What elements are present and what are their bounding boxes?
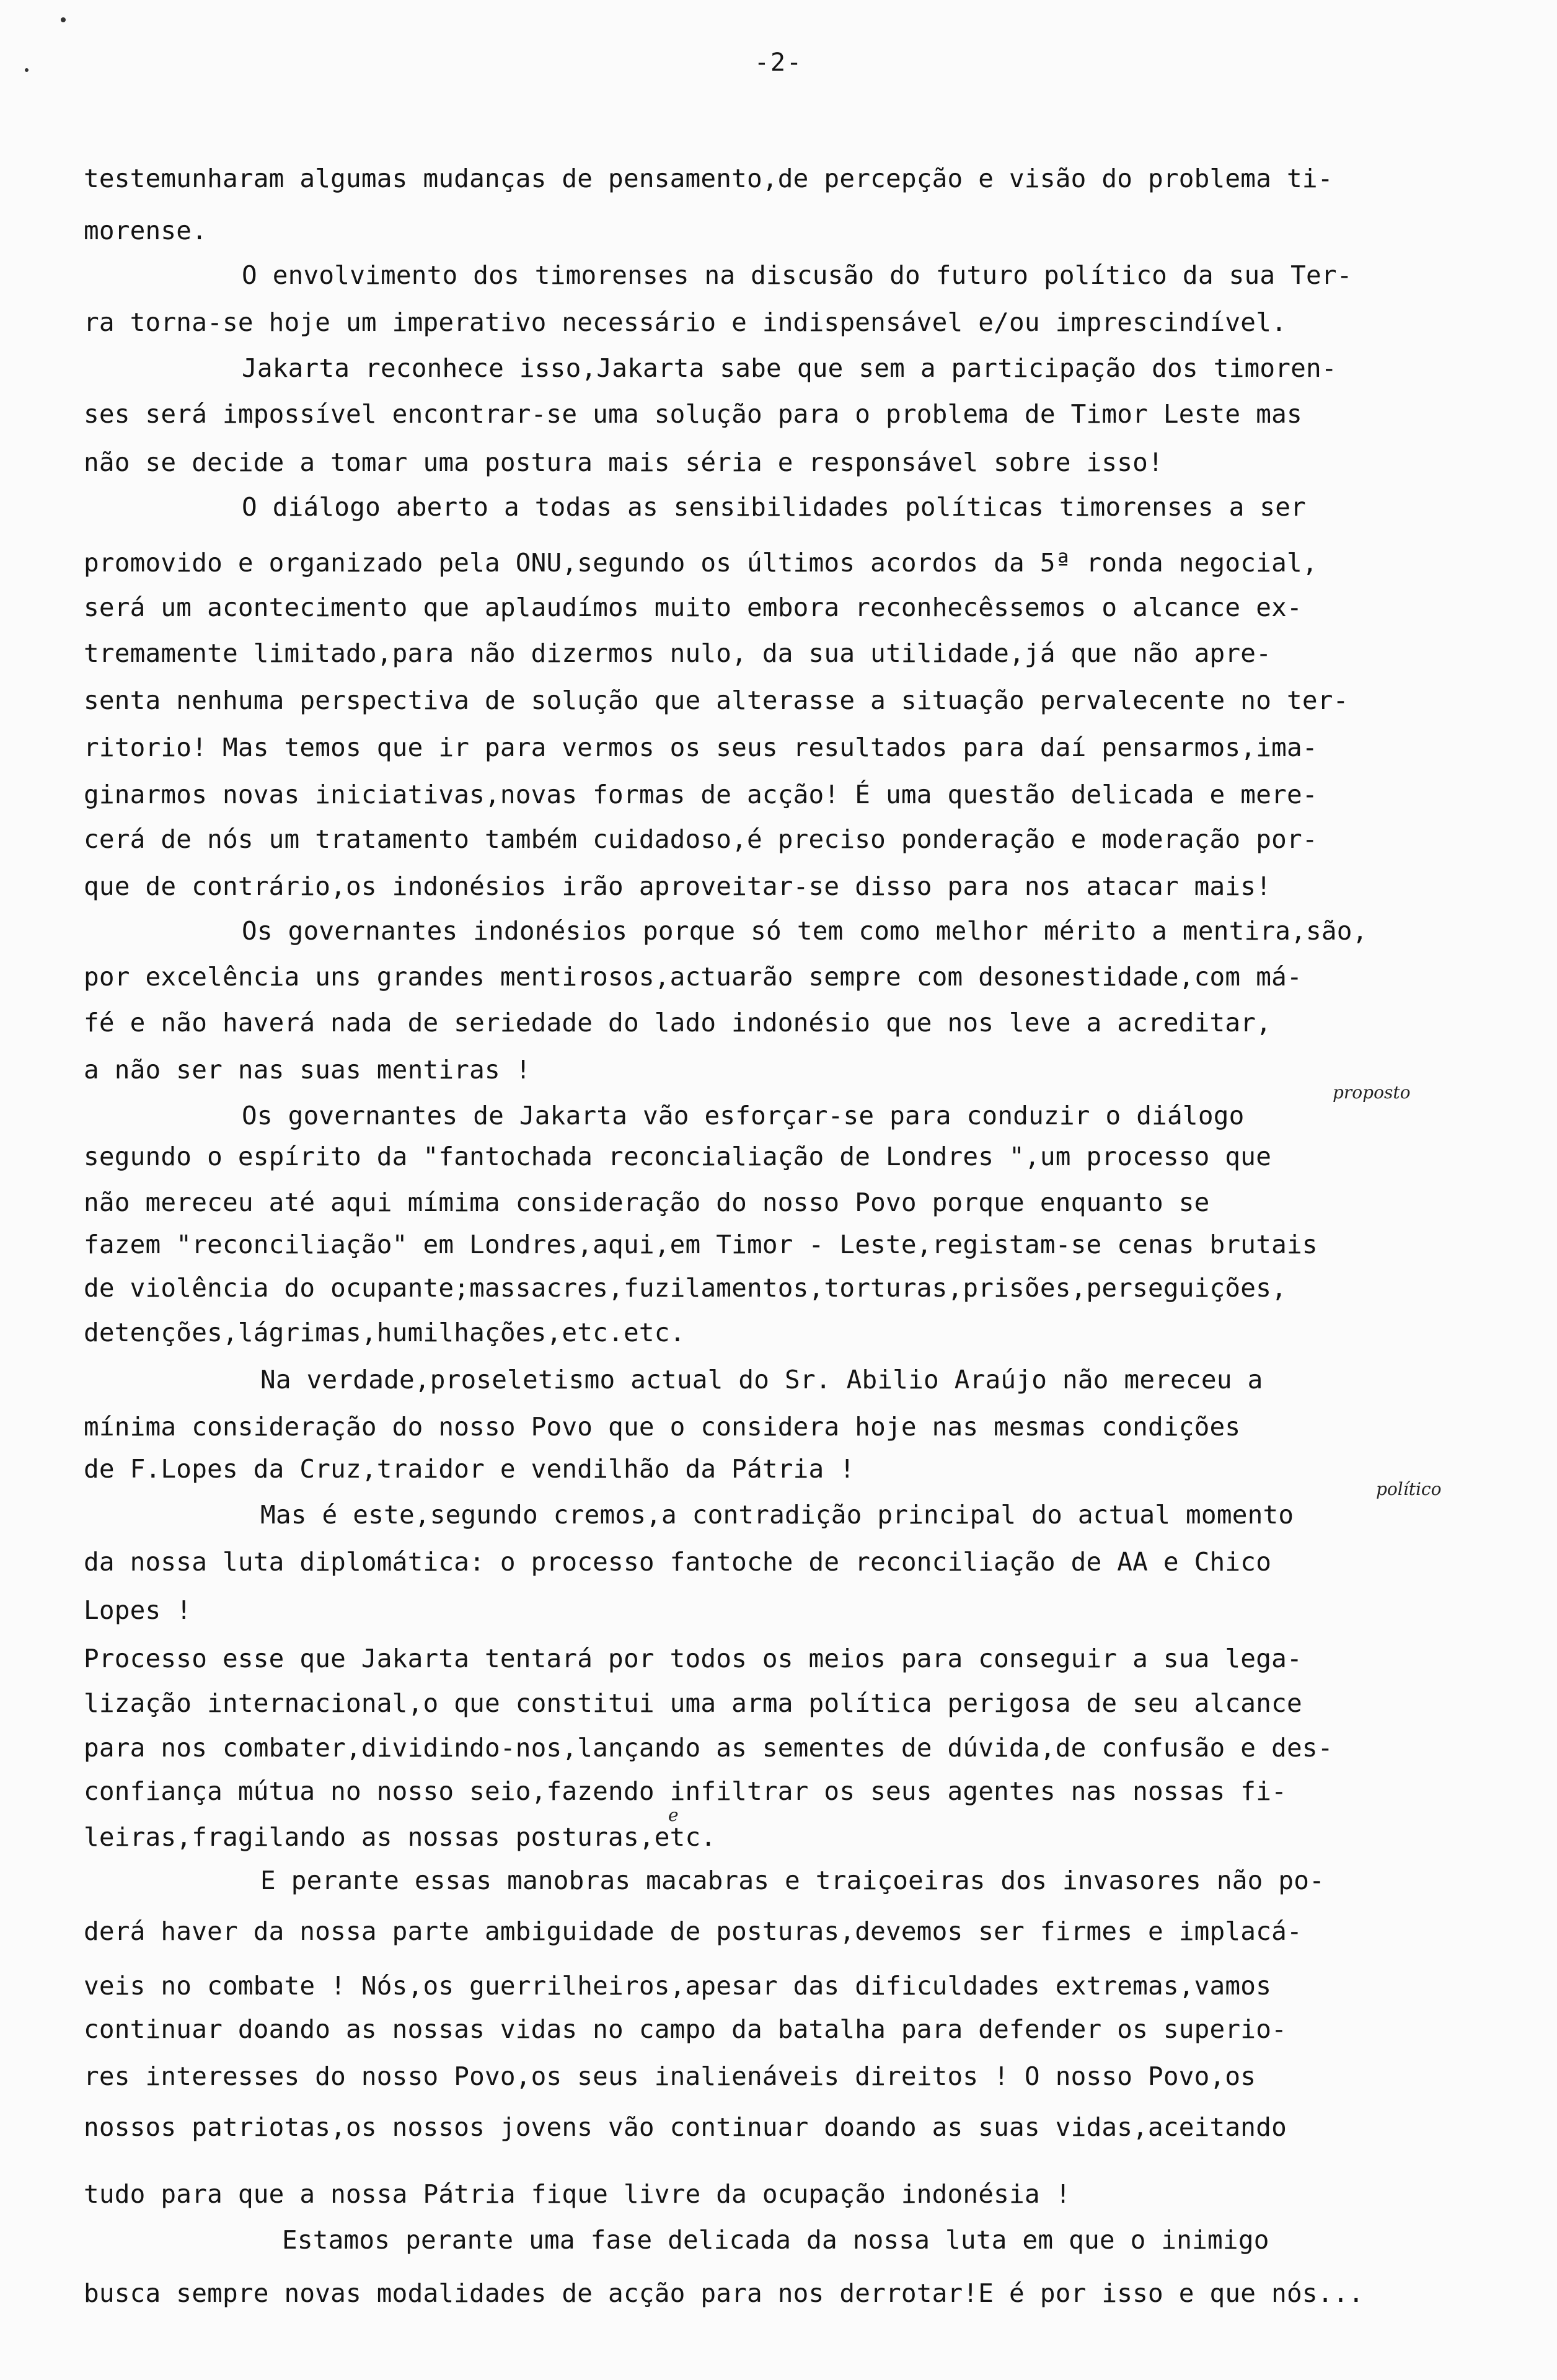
- text-line: Processo esse que Jakarta tentará por todos os meios para conseguir a sua lega-: [84, 1644, 1302, 1673]
- text-line: senta nenhuma perspectiva de solução que alterasse a situação pervalecente no ter-: [84, 685, 1349, 715]
- text-line: veis no combate ! Nós,os guerrilheiros,apesar das dificuldades extremas,vamos: [84, 1971, 1272, 2001]
- text-line: derá haver da nossa parte ambiguidade de posturas,devemos ser firmes e implacá-: [84, 1916, 1302, 1946]
- text-line: fazem "reconciliação" em Londres,aqui,em Timor - Leste,registam-se cenas brutais: [84, 1230, 1318, 1259]
- text-line: Os governantes indonésios porque só tem como melhor mérito a mentira,são,: [242, 916, 1368, 946]
- text-line: ginarmos novas iniciativas,novas formas de acção! É uma questão delicada e mere-: [84, 780, 1318, 809]
- text-line: será um acontecimento que aplaudímos muito embora reconhecêssemos o alcance ex-: [84, 593, 1302, 622]
- text-line: Estamos perante uma fase delicada da nossa luta em que o inimigo: [282, 2225, 1269, 2255]
- handwritten-note: e: [668, 1805, 679, 1825]
- text-line: tremamente limitado,para não dizermos nulo, da sua utilidade,já que não apre-: [84, 638, 1272, 668]
- text-line: Jakarta reconhece isso,Jakarta sabe que sem a participação dos timoren-: [242, 353, 1337, 383]
- text-line: segundo o espírito da "fantochada reconcialiação de Londres ",um processo que: [84, 1142, 1272, 1171]
- text-line: nossos patriotas,os nossos jovens vão continuar doando as suas vidas,aceitando: [84, 2112, 1287, 2142]
- text-line: Na verdade,proseletismo actual do Sr. Abilio Araújo não mereceu a: [260, 1365, 1263, 1395]
- scan-speck: [61, 17, 66, 22]
- text-line: de F.Lopes da Cruz,traidor e vendilhão da Pátria !: [84, 1454, 855, 1484]
- text-line: testemunharam algumas mudanças de pensamento,de percepção e visão do problema ti-: [84, 164, 1333, 193]
- text-line: a não ser nas suas mentiras !: [84, 1055, 531, 1085]
- text-line: Mas é este,segundo cremos,a contradição principal do actual momento: [260, 1500, 1294, 1530]
- text-line: lização internacional,o que constitui uma arma política perigosa de seu alcance: [84, 1688, 1302, 1718]
- text-line: busca sempre novas modalidades de acção para nos derrotar!E é por isso e que nós...: [84, 2278, 1364, 2308]
- text-line: promovido e organizado pela ONU,segundo os últimos acordos da 5ª ronda negocial,: [84, 548, 1318, 578]
- text-line: ritorio! Mas temos que ir para vermos os seus resultados para daí pensarmos,ima-: [84, 733, 1318, 762]
- text-line: ses será impossível encontrar-se uma solução para o problema de Timor Leste mas: [84, 399, 1302, 429]
- text-line: de violência do ocupante;massacres,fuzilamentos,torturas,prisões,perseguições,: [84, 1273, 1287, 1303]
- text-line: cerá de nós um tratamento também cuidadoso,é preciso ponderação e moderação por-: [84, 824, 1318, 854]
- text-line: res interesses do nosso Povo,os seus inalienáveis direitos ! O nosso Povo,os: [84, 2061, 1256, 2091]
- text-line: tudo para que a nossa Pátria fique livre da ocupação indonésia !: [84, 2179, 1071, 2209]
- text-line: confiança mútua no nosso seio,fazendo infiltrar os seus agentes nas nossas fi-: [84, 1776, 1287, 1806]
- text-line: mínima consideração do nosso Povo que o considera hoje nas mesmas condições: [84, 1412, 1241, 1442]
- text-line: Lopes !: [84, 1595, 192, 1625]
- handwritten-note: político: [1376, 1479, 1442, 1499]
- text-line: da nossa luta diplomática: o processo fantoche de reconciliação de AA e Chico: [84, 1547, 1272, 1577]
- text-line: Os governantes de Jakarta vão esforçar-se para conduzir o diálogo: [242, 1101, 1245, 1130]
- text-line: E perante essas manobras macabras e traiçoeiras dos invasores não po-: [260, 1866, 1325, 1895]
- text-line: para nos combater,dividindo-nos,lançando as sementes de dúvida,de confusão e des-: [84, 1733, 1333, 1763]
- text-line: que de contrário,os indonésios irão aproveitar-se disso para nos atacar mais!: [84, 871, 1272, 901]
- handwritten-note: proposto: [1333, 1082, 1411, 1103]
- text-line: O envolvimento dos timorenses na discusão do futuro político da sua Ter-: [242, 260, 1352, 290]
- page-number: -2-: [754, 48, 803, 77]
- text-line: continuar doando as nossas vidas no campo da batalha para defender os superio-: [84, 2014, 1287, 2044]
- text-line: ra torna-se hoje um imperativo necessário e indispensável e/ou imprescindível.: [84, 307, 1287, 337]
- text-line: detenções,lágrimas,humilhações,etc.etc.: [84, 1318, 686, 1347]
- text-line: leiras,fragilando as nossas posturas,etc.: [84, 1822, 717, 1852]
- text-line: não se decide a tomar uma postura mais séria e responsável sobre isso!: [84, 447, 1163, 477]
- text-line: O diálogo aberto a todas as sensibilidades políticas timorenses a ser: [242, 492, 1307, 522]
- scan-speck: [25, 68, 29, 72]
- text-line: por excelência uns grandes mentirosos,actuarão sempre com desonestidade,com má-: [84, 962, 1302, 992]
- text-line: morense.: [84, 216, 208, 245]
- text-line: não mereceu até aqui mímima consideração do nosso Povo porque enquanto se: [84, 1188, 1210, 1217]
- text-line: fé e não haverá nada de seriedade do lado indonésio que nos leve a acreditar,: [84, 1008, 1272, 1038]
